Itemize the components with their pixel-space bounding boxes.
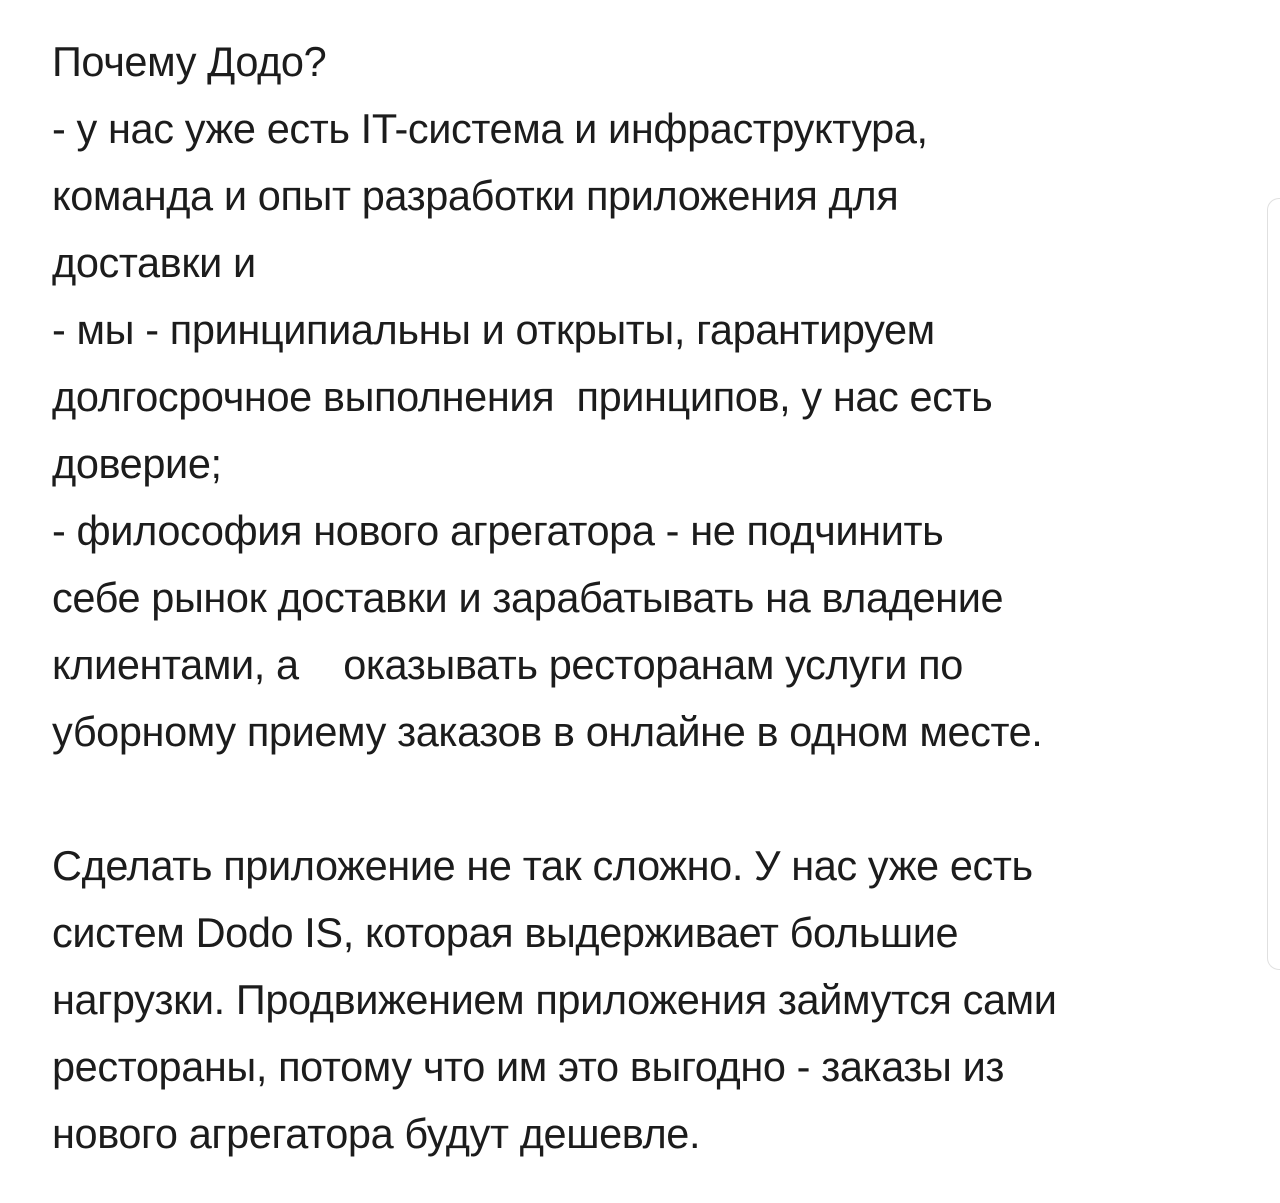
text-line: - у нас уже есть IT-система и инфраструктура, xyxy=(52,105,928,152)
text-line: нагрузки. Продвижением приложения займутся сами xyxy=(52,976,1057,1023)
text-line: рестораны, потому что им это выгодно - заказы из xyxy=(52,1043,1005,1090)
text-line: доставки и xyxy=(52,239,256,286)
text-line: уборному приему заказов в онлайне в одном месте. xyxy=(52,708,1043,755)
paragraph-app-is-easy xyxy=(52,832,1252,1167)
text-line: нового агрегатора будут дешевле. xyxy=(52,1110,701,1157)
text-line: клиентами, а оказывать ресторанам услуги по xyxy=(52,641,963,688)
text-line: Сделать приложение не так сложно. У нас уже есть xyxy=(52,842,1033,889)
paragraph-why-dodo xyxy=(52,28,1252,765)
text-line: себе рынок доставки и зарабатывать на владение xyxy=(52,574,1004,621)
message-text xyxy=(52,28,1252,1167)
scrollbar[interactable] xyxy=(1267,198,1280,970)
text-line: - мы - принципиальны и открыты, гарантируем xyxy=(52,306,935,353)
text-line: команда и опыт разработки приложения для xyxy=(52,172,899,219)
text-line: доверие; xyxy=(52,440,222,487)
text-line: систем Dodo IS, которая выдерживает большие xyxy=(52,909,959,956)
paragraph-gap xyxy=(52,765,1252,832)
text-line: долгосрочное выполнения принципов, у нас есть xyxy=(52,373,993,420)
text-line: - философия нового агрегатора - не подчинить xyxy=(52,507,944,554)
text-line: Почему Додо? xyxy=(52,38,327,85)
